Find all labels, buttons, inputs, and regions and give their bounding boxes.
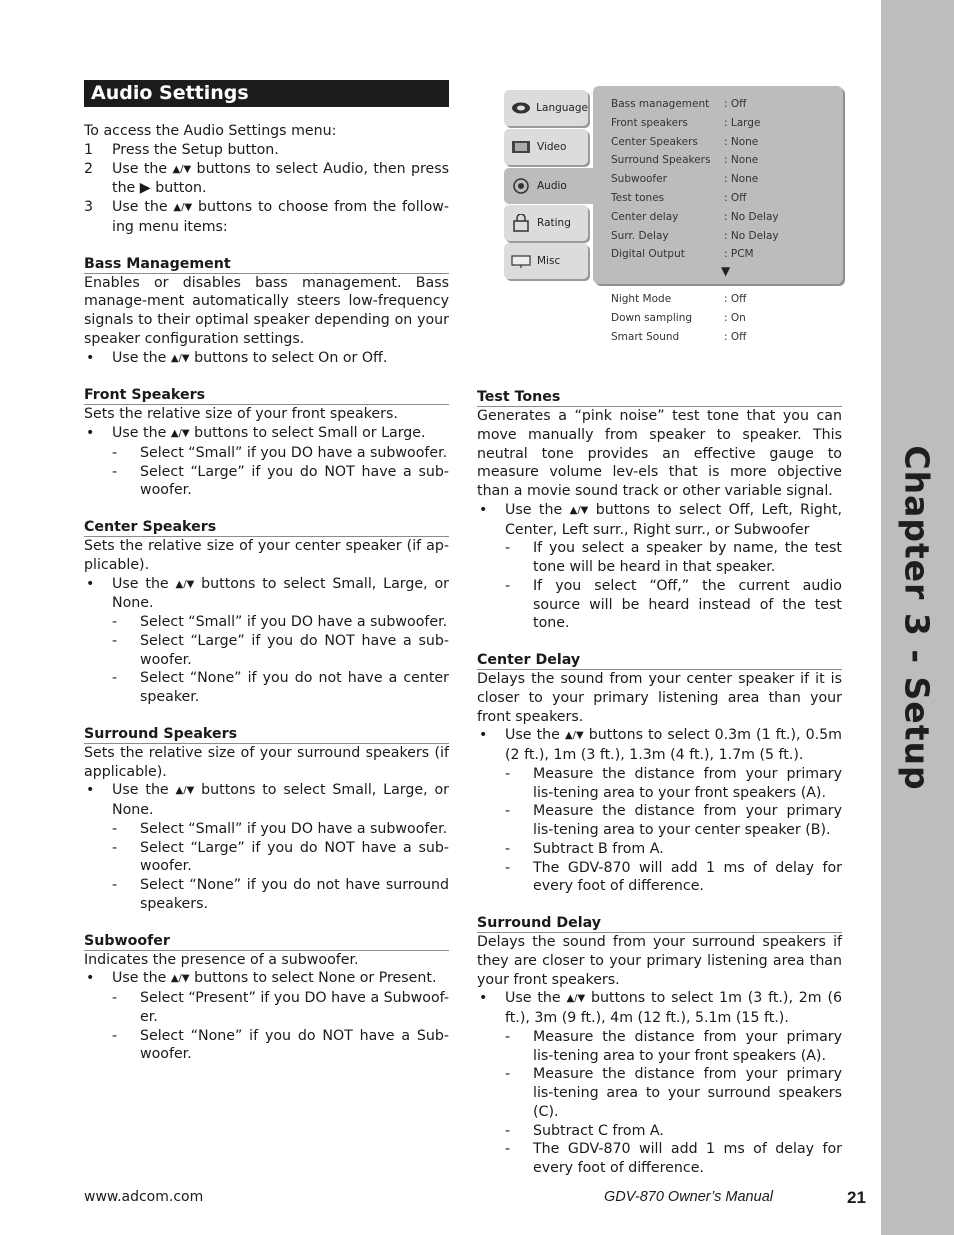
bullet-marker: • — [86, 970, 95, 987]
section-heading: Center Speakers — [84, 518, 449, 537]
menu-tab-label: Video — [537, 141, 567, 153]
menu-tab-misc[interactable] — [504, 243, 588, 279]
up-down-arrows-icon: ▲/▼ — [175, 785, 195, 797]
up-down-arrows-icon: ▲/▼ — [172, 163, 192, 175]
setting-name: Down sampling — [611, 312, 693, 324]
menu-setting-row[interactable] — [611, 230, 841, 242]
setting-name: Surround Speakers — [611, 154, 711, 167]
dash-marker: - — [112, 877, 118, 893]
dash-item: - Select “None” if you do not have a center speaker. — [112, 670, 449, 705]
menu-setting-row[interactable] — [611, 331, 841, 343]
dash-item: - If you select a speaker by name, the test tone will be heard in that speaker. — [505, 540, 842, 575]
setting-name: Front speakers — [611, 116, 688, 129]
right-column — [477, 370, 842, 1178]
section-front-speakers — [84, 386, 449, 500]
menu-setting-row[interactable] — [611, 248, 841, 260]
section-body: Generates a “pink noise” test tone that you can move manually from speaker to speaker. This neutral tone provides an effective gauge to measure volume lev-els that is more objective than a movie sound track or other variable signal. — [477, 408, 842, 499]
section-heading: Bass Management — [84, 255, 449, 274]
bullet-item: • Use the ▲/▼ buttons to select None or Present. — [84, 969, 449, 989]
dash-item: - Select “Small” if you DO have a subwoofer. — [112, 614, 448, 630]
setting-name: Test tones — [611, 192, 665, 204]
dash-marker: - — [505, 1122, 511, 1139]
intro-step: 3 Use the ▲/▼ buttons to choose from the follow-ing menu items: — [84, 199, 449, 235]
bullet-marker: • — [86, 782, 95, 799]
dash-marker: - — [112, 463, 118, 480]
misc-icon — [510, 253, 532, 269]
left-column — [84, 80, 449, 1064]
section-body: Sets the relative size of your front speakers. — [84, 406, 398, 423]
dash-item: - Select “Large” if you do NOT have a sub-woofer. — [112, 839, 449, 875]
up-down-arrows-icon: ▲/▼ — [173, 202, 193, 213]
intro-steps — [84, 141, 449, 237]
setting-value: : Off — [724, 293, 747, 305]
menu-setting-row[interactable] — [611, 98, 841, 110]
menu-tab-audio[interactable] — [504, 168, 594, 204]
setting-value: : Off — [724, 331, 747, 343]
dash-marker: - — [112, 820, 118, 837]
setting-name: Night Mode — [611, 293, 672, 305]
page-number: 21 — [847, 1188, 866, 1207]
video-icon — [510, 139, 532, 155]
setting-value: : On — [724, 312, 746, 324]
up-down-arrows-icon: ▲/▼ — [569, 504, 589, 516]
section-surround-delay — [477, 914, 842, 1178]
bullet-marker: • — [86, 425, 95, 441]
footer-manual-title: GDV-870 Owner’s Manual — [604, 1189, 773, 1205]
dash-marker: - — [112, 1027, 118, 1044]
bullet-item: • Use the ▲/▼ buttons to select Small or Large. — [84, 424, 449, 444]
menu-setting-row[interactable] — [611, 192, 841, 204]
section-bass-management — [84, 255, 449, 369]
intro-step: 1 Press the Setup button. — [84, 141, 279, 158]
dash-item: - Measure the distance from your primary lis-tening area to your surround speakers (C). — [505, 1066, 842, 1120]
menu-tab-language[interactable] — [504, 90, 588, 126]
audio-icon — [510, 178, 532, 194]
dash-marker: - — [112, 614, 118, 630]
up-down-arrows-icon: ▲/▼ — [175, 578, 195, 590]
dash-marker: - — [505, 1066, 511, 1083]
section-body: Sets the relative size of your surround speakers (if applicable). — [84, 744, 449, 780]
section-heading: Center Delay — [477, 651, 842, 670]
bullet-marker: • — [479, 501, 488, 518]
dash-item: - Measure the distance from your primary lis-tening area to your center speaker (B). — [505, 803, 842, 838]
bullet-item: • Use the ▲/▼ buttons to select Off, Left, Right, Center, Left surr., Right surr., or Subwoofer — [479, 501, 842, 538]
bullet-marker: • — [479, 990, 488, 1007]
section-body: Sets the relative size of your center speaker (if ap-plicable). — [84, 538, 449, 573]
dash-marker: - — [505, 1028, 511, 1045]
menu-setting-row[interactable] — [611, 136, 841, 148]
section-surround-speakers — [84, 725, 449, 914]
dash-item: - Select “None” if you do NOT have a Sub-woofer. — [112, 1027, 449, 1063]
dash-marker: - — [112, 670, 118, 687]
menu-tab-label: Language — [536, 102, 588, 114]
menu-tab-video[interactable] — [504, 129, 588, 165]
dash-item: - Subtract B from A. — [505, 840, 664, 857]
bullet-marker: • — [86, 575, 95, 592]
section-center-speakers — [84, 518, 449, 707]
menu-setting-row[interactable] — [611, 173, 841, 185]
section-heading: Surround Speakers — [84, 725, 449, 744]
dash-marker: - — [505, 577, 511, 594]
chapter-label: Chapter 3 - Setup — [897, 445, 937, 791]
dash-marker: - — [505, 1141, 511, 1158]
menu-setting-row[interactable] — [611, 154, 841, 166]
section-heading: Subwoofer — [84, 932, 449, 951]
dash-marker: - — [505, 765, 511, 782]
dash-item: - Select “None” if you do not have surround speakers. — [112, 877, 449, 912]
setting-value: : PCM — [724, 248, 754, 261]
menu-tab-rating[interactable] — [504, 205, 588, 241]
dash-item: - Subtract C from A. — [505, 1122, 664, 1139]
section-body: Delays the sound from your surround speakers if they are closer to your primary listening area than your front speakers. — [477, 934, 842, 988]
dash-marker: - — [505, 859, 511, 876]
dash-marker: - — [505, 540, 511, 557]
setting-name: Digital Output — [611, 248, 685, 261]
audio-setup-menu-figure — [504, 86, 844, 356]
setting-name: Center delay — [611, 210, 679, 223]
setting-name: Surr. Delay — [611, 229, 669, 242]
dash-marker: - — [112, 444, 118, 461]
menu-setting-row[interactable] — [611, 211, 841, 223]
bullet-item: • Use the ▲/▼ buttons to select 0.3m (1 ft.), 0.5m (2 ft.), 1m (3 ft.), 1.3m (4 ft.), 1.7m (5 ft.). — [479, 727, 843, 763]
setting-value: : Off — [724, 98, 747, 110]
bullet-item: • Use the ▲/▼ buttons to select Small, Large, or None. — [86, 782, 449, 818]
intro-step: 2 Use the ▲/▼ buttons to select Audio, then press the ▶ button. — [84, 160, 449, 197]
dash-item: - Select “Large” if you do NOT have a sub-woofer. — [112, 632, 449, 668]
section-heading: Front Speakers — [84, 386, 449, 405]
menu-setting-row[interactable] — [611, 312, 841, 324]
footer-url: www.adcom.com — [84, 1189, 204, 1205]
dash-marker: - — [505, 840, 511, 857]
setting-name: Bass management — [611, 98, 710, 110]
section-body: Enables or disables bass management. Bass manage-ment automatically steers low-frequency signals to their optimal speaker depending on your speaker configuration settings. — [84, 274, 449, 347]
setting-value: : None — [724, 135, 759, 148]
setting-value: : None — [724, 173, 759, 186]
menu-tab-label: Misc — [537, 255, 561, 267]
bullet-item: • Use the ▲/▼ buttons to select On or Off. — [84, 349, 449, 369]
dash-item: - Select “Small” if you DO have a subwoofer. — [112, 820, 448, 837]
language-icon — [510, 101, 531, 115]
dash-marker: - — [112, 632, 118, 649]
setting-value: : No Delay — [724, 229, 779, 242]
menu-setting-row[interactable] — [611, 117, 841, 129]
dash-item: - If you select “Off,” the current audio source will be heard instead of the test tone. — [505, 577, 842, 632]
bullet-marker: • — [479, 727, 488, 744]
setting-value: : No Delay — [724, 210, 779, 223]
up-down-arrows-icon: ▲/▼ — [566, 993, 586, 1005]
up-down-arrows-icon: ▲/▼ — [564, 730, 584, 742]
up-down-arrows-icon: ▲/▼ — [170, 973, 190, 985]
menu-setting-row[interactable] — [611, 293, 841, 305]
menu-tab-label: Rating — [537, 217, 571, 229]
setting-value: : Large — [724, 116, 761, 129]
section-body: Indicates the presence of a subwoofer. — [84, 951, 359, 968]
section-center-delay — [477, 651, 842, 896]
dash-item: - Measure the distance from your primary lis-tening area to your front speakers (A). — [505, 1028, 842, 1064]
dash-item: - Select “Present” if you DO have a Subwoof-er. — [112, 990, 449, 1025]
dash-marker: - — [112, 839, 118, 856]
section-heading: Test Tones — [477, 388, 842, 407]
menu-tab-label: Audio — [537, 180, 567, 192]
section-heading: Surround Delay — [477, 914, 842, 933]
page-title: Audio Settings — [84, 80, 449, 107]
dash-item: - Select “Small” if you DO have a subwoofer. — [112, 444, 448, 461]
up-down-arrows-icon: ▲/▼ — [170, 352, 190, 364]
bullet-marker: • — [86, 349, 95, 366]
bullet-item: • Use the ▲/▼ buttons to select 1m (3 ft.), 2m (6 ft.), 3m (9 ft.), 4m (12 ft.), 5.1m (15 ft.). — [479, 990, 843, 1026]
section-body: Delays the sound from your center speaker if it is closer to your primary listening area than your front speakers. — [477, 671, 842, 725]
section-test-tones — [477, 388, 842, 633]
dash-marker: - — [505, 803, 511, 820]
intro-lead: To access the Audio Settings menu: — [84, 123, 337, 139]
dash-item: - The GDV-870 will add 1 ms of delay for every foot of difference. — [505, 1141, 842, 1176]
up-down-arrows-icon: ▲/▼ — [170, 428, 190, 439]
rating-icon — [510, 214, 532, 232]
dash-item: - The GDV-870 will add 1 ms of delay for every foot of difference. — [505, 859, 842, 895]
dash-marker: - — [112, 990, 118, 1006]
dash-item: - Measure the distance from your primary lis-tening area to your front speakers (A). — [505, 765, 842, 801]
setting-name: Center Speakers — [611, 135, 698, 148]
section-subwoofer — [84, 932, 449, 1065]
setting-name: Smart Sound — [611, 331, 680, 343]
setting-value: : Off — [724, 192, 747, 204]
more-down-icon: ▼ — [721, 264, 731, 278]
setting-name: Subwoofer — [611, 173, 667, 186]
bullet-item: • Use the ▲/▼ buttons to select Small, Large, or None. — [86, 575, 449, 612]
dash-item: - Select “Large” if you do NOT have a sub-woofer. — [112, 463, 449, 499]
setting-value: : None — [724, 154, 759, 167]
